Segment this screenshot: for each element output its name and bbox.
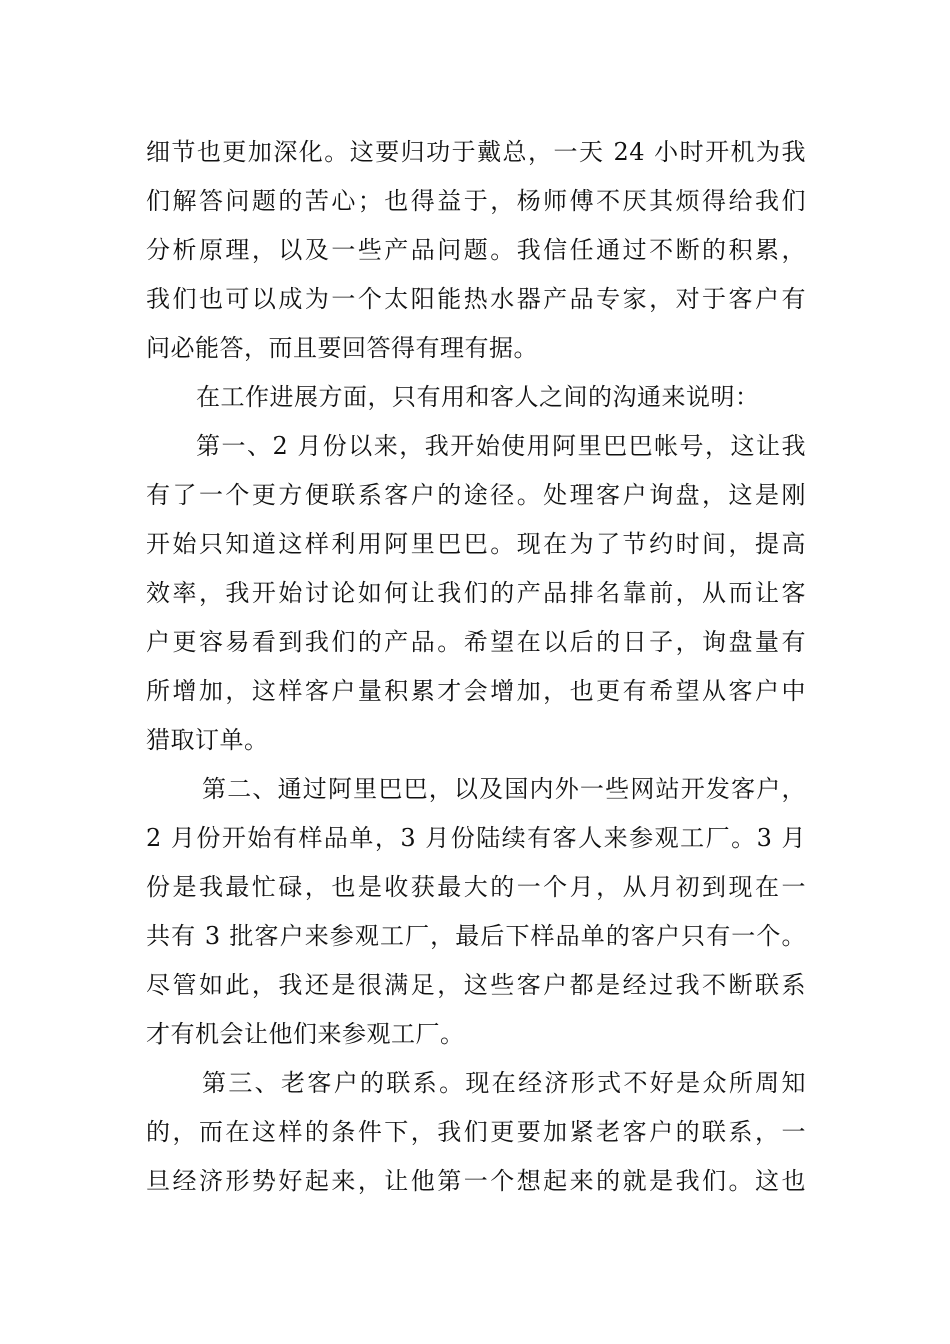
text-line: 猎取订单。	[146, 726, 269, 754]
paragraph-2	[146, 373, 806, 422]
text-line: 尽管如此，我还是很满足，这些客户都是经过我不断联系	[146, 971, 806, 999]
text-line: 我们也可以成为一个太阳能热水器产品专家，对于客户有	[146, 285, 806, 313]
text-line: 细节也更加深化。这要归功于戴总，一天 24 小时开机为我	[146, 138, 806, 166]
document-body	[146, 128, 806, 1206]
text-line: 有了一个更方便联系客户的途径。处理客户询盘，这是刚	[146, 481, 806, 509]
text-line: 户更容易看到我们的产品。希望在以后的日子，询盘量有	[146, 628, 806, 656]
text-line: 的，而在这样的条件下，我们更要加紧老客户的联系，一	[146, 1118, 806, 1146]
text-line: 问必能答，而且要回答得有理有据。	[146, 334, 538, 362]
paragraph-4	[146, 765, 806, 1059]
text-line: 在工作进展方面，只有用和客人之间的沟通来说明：	[196, 383, 760, 411]
paragraph-5	[146, 1059, 806, 1206]
text-line: 所增加，这样客户量积累才会增加，也更有希望从客户中	[146, 677, 806, 705]
paragraph-3	[146, 422, 806, 765]
text-line: 才有机会让他们来参观工厂。	[146, 1020, 465, 1048]
text-line: 第一、2 月份以来，我开始使用阿里巴巴帐号，这让我	[196, 432, 806, 460]
text-line: 开始只知道这样利用阿里巴巴。现在为了节约时间，提高	[146, 530, 806, 558]
text-line: 份是我最忙碌，也是收获最大的一个月，从月初到现在一	[146, 873, 806, 901]
text-line: 共有 3 批客户来参观工厂，最后下样品单的客户只有一个。	[146, 922, 806, 950]
text-line: 第三、老客户的联系。现在经济形式不好是众所周知	[202, 1069, 806, 1097]
text-line: 效率，我开始讨论如何让我们的产品排名靠前，从而让客	[146, 579, 806, 607]
text-line: 2 月份开始有样品单，3 月份陆续有客人来参观工厂。3 月	[146, 824, 806, 852]
text-line: 旦经济形势好起来，让他第一个想起来的就是我们。这也	[146, 1167, 806, 1195]
paragraph-1	[146, 128, 806, 373]
text-line: 分析原理，以及一些产品问题。我信任通过不断的积累，	[146, 236, 806, 264]
text-line: 第二、通过阿里巴巴，以及国内外一些网站开发客户，	[202, 775, 806, 803]
text-line: 们解答问题的苦心；也得益于，杨师傅不厌其烦得给我们	[146, 187, 806, 215]
